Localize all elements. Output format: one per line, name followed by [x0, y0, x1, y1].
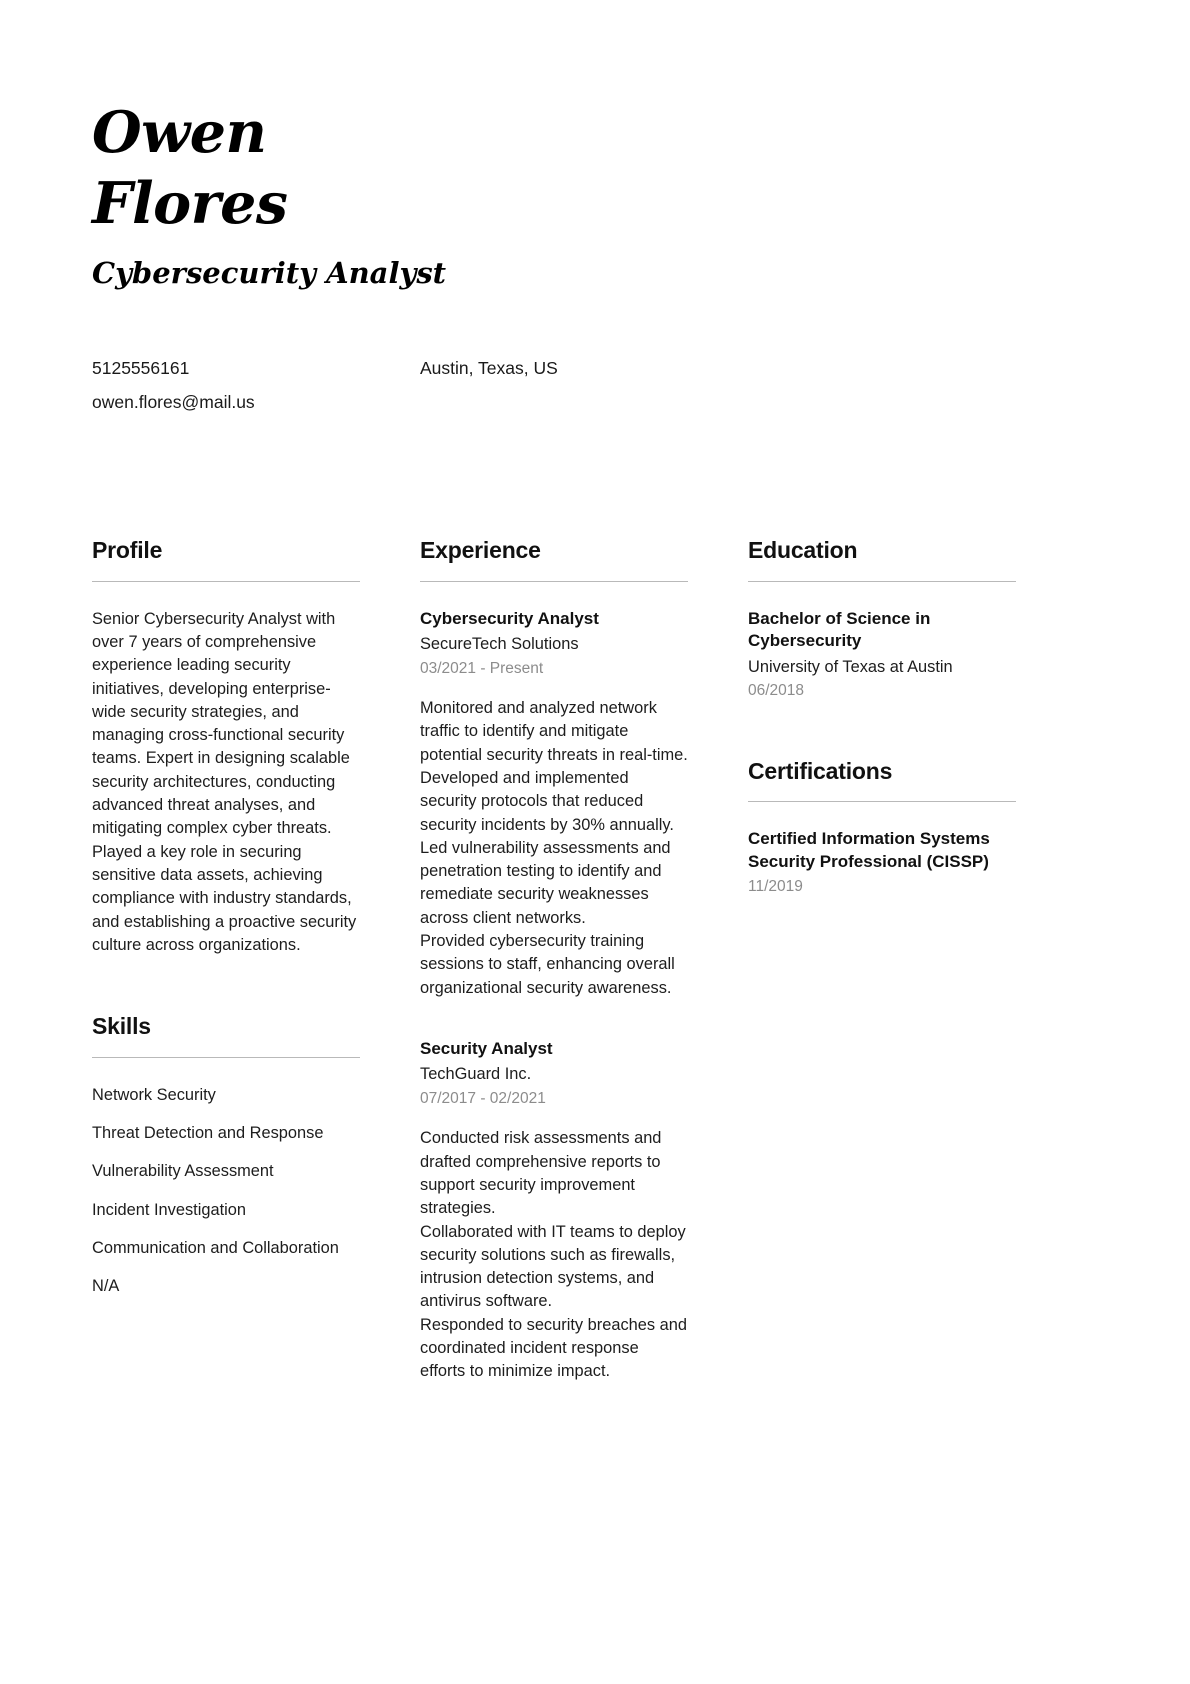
profile-heading: Profile	[92, 537, 163, 564]
section-education	[748, 537, 1016, 701]
skills-list	[92, 1084, 360, 1299]
experience-divider	[420, 581, 688, 582]
resume-body	[92, 537, 1098, 1384]
candidate-name	[92, 99, 1098, 237]
list-item: Network Security	[92, 1085, 216, 1104]
certifications-heading: Certifications	[748, 757, 893, 784]
section-certifications	[748, 758, 1016, 898]
contact-block	[92, 351, 1098, 419]
certification-entry	[748, 828, 1016, 897]
degree-title: Bachelor of Science in Cybersecurity	[748, 608, 931, 651]
experience-entry	[420, 1038, 688, 1384]
entry-date-range: 03/2021 - Present	[420, 659, 544, 677]
entry-employer: TechGuard Inc.	[420, 1065, 532, 1084]
list-item: Vulnerability Assessment	[92, 1162, 274, 1181]
graduation-date: 06/2018	[748, 682, 805, 700]
certification-date: 11/2019	[748, 878, 803, 895]
profile-divider	[92, 581, 360, 582]
list-item: Incident Investigation	[92, 1200, 246, 1219]
list-item: Communication and Collaboration	[92, 1238, 339, 1257]
entry-employer: SecureTech Solutions	[420, 635, 579, 654]
list-item: N/A	[92, 1277, 120, 1296]
entry-job-title: Security Analyst	[420, 1038, 553, 1058]
last-name: Flores	[92, 170, 288, 237]
entry-description	[420, 1127, 688, 1383]
certification-title: Certified Information Systems Security Professional (CISSP)	[748, 829, 990, 871]
skills-heading: Skills	[92, 1013, 151, 1040]
skills-divider	[92, 1057, 360, 1058]
description-line: Provided cybersecurity training sessions to staff, enhancing overall organizational security awareness.	[420, 932, 675, 997]
description-line: Collaborated with IT teams to deploy security solutions such as firewalls, intrusion detection systems, and antivirus software.	[420, 1222, 686, 1311]
education-entry	[748, 608, 1016, 702]
column-right	[748, 537, 1016, 1384]
email-address[interactable]: owen.flores@mail.us	[92, 391, 255, 412]
job-title: Cybersecurity Analyst	[92, 256, 447, 290]
entry-job-title: Cybersecurity Analyst	[420, 608, 599, 628]
profile-text: Senior Cybersecurity Analyst with over 7 years of comprehensive experience leading security initiatives, developing enterprise-wide security strategies, and managing cross-functional security teams. Expert in designing scalable security architectures, conducting advanced threat analyses, and mitigating complex cyber threats. Played a key role in securing sensitive data assets, achieving compliance with industry standards, and establishing a proactive security culture across organizations.	[92, 609, 357, 954]
first-name: Owen	[92, 99, 267, 166]
experience-heading: Experience	[420, 537, 541, 564]
section-profile	[92, 537, 360, 957]
description-line: Led vulnerability assessments and penetration testing to identify and remediate security weaknesses across client networks.	[420, 838, 671, 927]
contact-column-left	[92, 351, 420, 419]
description-line: Conducted risk assessments and drafted comprehensive reports to support security improvement strategies.	[420, 1129, 662, 1218]
resume-header	[92, 0, 1098, 291]
location: Austin, Texas, US	[420, 357, 558, 378]
entry-date-range: 07/2017 - 02/2021	[420, 1090, 546, 1108]
list-item: Threat Detection and Response	[92, 1123, 324, 1142]
phone-number[interactable]: 5125556161	[92, 357, 190, 378]
description-line: Responded to security breaches and coordinated incident response efforts to minimize impact.	[420, 1315, 687, 1381]
experience-entry	[420, 608, 688, 1000]
education-heading: Education	[748, 537, 858, 564]
column-middle	[420, 537, 688, 1384]
certifications-divider	[748, 801, 1016, 802]
section-experience	[420, 537, 688, 1384]
education-divider	[748, 581, 1016, 582]
section-skills	[92, 1013, 360, 1298]
column-left	[92, 537, 360, 1384]
description-line: Developed and implemented security protocols that reduced security incidents by 30% annually.	[420, 768, 674, 834]
entry-description	[420, 697, 688, 1000]
contact-column-right	[420, 351, 748, 419]
description-line: Monitored and analyzed network traffic to identify and mitigate potential security threats in real-time.	[420, 699, 688, 764]
school-name: University of Texas at Austin	[748, 657, 953, 676]
